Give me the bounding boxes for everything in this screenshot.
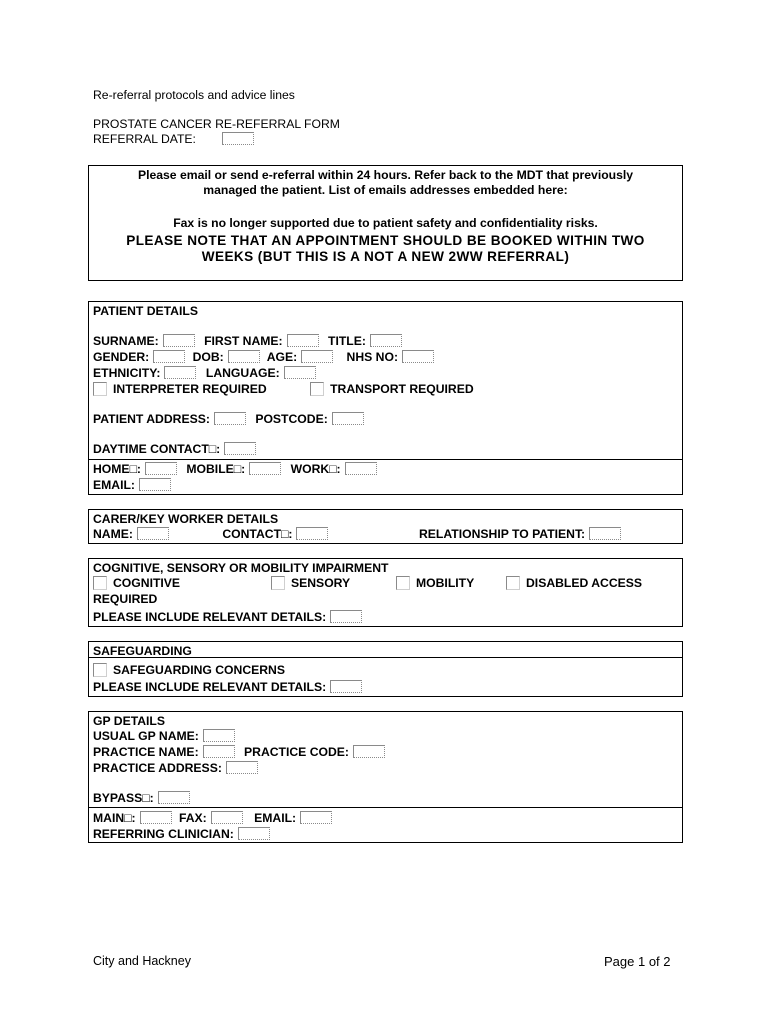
- form-title: PROSTATE CANCER RE-REFERRAL FORM: [93, 117, 340, 131]
- mobility-label: MOBILITY: [416, 576, 475, 590]
- gender-label: GENDER:: [93, 350, 150, 364]
- referring-clinician-field[interactable]: [238, 827, 270, 840]
- disabled-access-option: [506, 576, 642, 590]
- impairment-details-row: [93, 610, 366, 624]
- gp-fax-field[interactable]: [211, 811, 243, 824]
- mobility-option: [396, 576, 474, 590]
- gender-field[interactable]: [153, 350, 185, 363]
- practice-code-field[interactable]: [353, 745, 385, 758]
- bypass-label: BYPASS□:: [93, 791, 154, 805]
- relationship-row: [419, 527, 625, 541]
- patient-address-row: [93, 412, 368, 426]
- patient-address-field[interactable]: [214, 412, 246, 425]
- interpreter-label: INTERPRETER REQUIRED: [113, 382, 267, 396]
- patient-requirements-row: [93, 382, 474, 396]
- referring-clinician-label: REFERRING CLINICIAN:: [93, 827, 234, 841]
- practice-name-label: PRACTICE NAME:: [93, 745, 199, 759]
- safeguarding-concerns-row: [93, 663, 285, 677]
- mobile-field[interactable]: [249, 462, 281, 475]
- dob-label: DOB:: [192, 350, 224, 364]
- patient-details-box: [88, 301, 683, 460]
- required-label: REQUIRED: [93, 592, 158, 606]
- cognitive-label: COGNITIVE: [113, 576, 181, 590]
- carer-contact-field[interactable]: [296, 527, 328, 540]
- referral-date-field[interactable]: [222, 132, 254, 145]
- ethnicity-label: ETHNICITY:: [93, 366, 161, 380]
- patient-address-label: PATIENT ADDRESS:: [93, 412, 210, 426]
- referring-clinician-row: [93, 827, 274, 841]
- gp-contact-row: [93, 811, 336, 825]
- daytime-contact-label: DAYTIME CONTACT□:: [93, 442, 221, 456]
- safeguarding-details-label: PLEASE INCLUDE RELEVANT DETAILS:: [93, 680, 327, 694]
- gp-email-label: EMAIL:: [254, 811, 297, 825]
- notice-line-1: Please email or send e-referral within 24 hours. Refer back to the MDT that previously: [137, 168, 634, 182]
- safeguarding-heading: SAFEGUARDING: [93, 644, 192, 658]
- usual-gp-label: USUAL GP NAME:: [93, 729, 199, 743]
- safeguarding-checkbox[interactable]: [93, 663, 107, 677]
- practice-code-label: PRACTICE CODE:: [244, 745, 349, 759]
- impairment-details-field[interactable]: [330, 610, 362, 623]
- ethnicity-field[interactable]: [164, 366, 196, 379]
- carer-contact-label: CONTACT□:: [222, 527, 293, 541]
- notice-line-2: managed the patient. List of emails addresses embedded here:: [203, 183, 568, 197]
- fax-notice: Fax is no longer supported due to patient safety and confidentiality risks.: [173, 216, 598, 230]
- safeguarding-details-row: [93, 680, 366, 694]
- gp-fax-label: FAX:: [178, 811, 207, 825]
- first-name-field[interactable]: [287, 334, 319, 347]
- carer-heading: CARER/KEY WORKER DETAILS: [93, 512, 279, 526]
- first-name-label: FIRST NAME:: [204, 334, 283, 348]
- impairment-heading: COGNITIVE, SENSORY OR MOBILITY IMPAIRMENT: [93, 561, 389, 575]
- carer-row: [93, 527, 332, 541]
- work-field[interactable]: [345, 462, 377, 475]
- safeguarding-concerns-label: SAFEGUARDING CONCERNS: [113, 663, 285, 677]
- patient-ethnicity-row: [93, 366, 320, 380]
- gp-email-field[interactable]: [300, 811, 332, 824]
- patient-email-row: [93, 478, 175, 492]
- email-field[interactable]: [139, 478, 171, 491]
- carer-name-field[interactable]: [137, 527, 169, 540]
- practice-address-label: PRACTICE ADDRESS:: [93, 761, 222, 775]
- patient-details-heading: PATIENT DETAILS: [93, 304, 198, 318]
- document-title: Re-referral protocols and advice lines: [93, 88, 295, 102]
- postcode-label: POSTCODE:: [255, 412, 328, 426]
- main-field[interactable]: [140, 811, 172, 824]
- nhs-no-field[interactable]: [402, 350, 434, 363]
- carer-name-label: NAME:: [93, 527, 133, 541]
- age-label: AGE:: [266, 350, 298, 364]
- age-field[interactable]: [301, 350, 333, 363]
- patient-name-row: [93, 334, 406, 348]
- practice-name-field[interactable]: [203, 745, 235, 758]
- daytime-contact-field[interactable]: [224, 442, 256, 455]
- cognitive-checkbox[interactable]: [93, 576, 107, 590]
- footer-organisation: City and Hackney: [93, 954, 191, 968]
- sensory-checkbox[interactable]: [271, 576, 285, 590]
- disabled-access-label: DISABLED ACCESS: [526, 576, 643, 590]
- bypass-row: [93, 791, 194, 805]
- home-field[interactable]: [145, 462, 177, 475]
- page-number: Page 1 of 2: [604, 954, 671, 969]
- referral-date-row: [93, 132, 258, 146]
- warning-line-2: WEEKS (BUT THIS IS A NOT A NEW 2WW REFERRAL): [201, 249, 570, 264]
- impairment-options-row: [93, 576, 180, 590]
- work-label: WORK□:: [290, 462, 341, 476]
- mobile-label: MOBILE□:: [186, 462, 246, 476]
- relationship-label: RELATIONSHIP TO PATIENT:: [419, 527, 586, 541]
- language-label: LANGUAGE:: [205, 366, 280, 380]
- interpreter-checkbox[interactable]: [93, 382, 107, 396]
- sensory-option: [271, 576, 350, 590]
- referral-date-label: REFERRAL DATE:: [93, 132, 196, 146]
- transport-checkbox[interactable]: [310, 382, 324, 396]
- language-field[interactable]: [284, 366, 316, 379]
- nhs-no-label: NHS NO:: [346, 350, 399, 364]
- relationship-field[interactable]: [589, 527, 621, 540]
- surname-field[interactable]: [163, 334, 195, 347]
- practice-address-field[interactable]: [226, 761, 258, 774]
- impairment-details-label: PLEASE INCLUDE RELEVANT DETAILS:: [93, 610, 327, 624]
- main-label: MAIN□:: [93, 811, 136, 825]
- postcode-field[interactable]: [332, 412, 364, 425]
- usual-gp-field[interactable]: [203, 729, 235, 742]
- safeguarding-details-field[interactable]: [330, 680, 362, 693]
- email-label: EMAIL:: [93, 478, 135, 492]
- daytime-contact-row: [93, 442, 260, 456]
- transport-label: TRANSPORT REQUIRED: [330, 382, 474, 396]
- title-label: TITLE:: [328, 334, 366, 348]
- home-label: HOME□:: [93, 462, 141, 476]
- title-field[interactable]: [370, 334, 402, 347]
- warning-line-1: PLEASE NOTE THAT AN APPOINTMENT SHOULD BE BOOKED WITHIN TWO: [126, 233, 645, 248]
- gp-heading: GP DETAILS: [93, 714, 166, 728]
- disabled-access-checkbox[interactable]: [506, 576, 520, 590]
- usual-gp-row: [93, 729, 239, 743]
- surname-label: SURNAME:: [93, 334, 159, 348]
- mobility-checkbox[interactable]: [396, 576, 410, 590]
- practice-address-row: [93, 761, 262, 775]
- patient-demographics-row: [93, 350, 438, 364]
- dob-field[interactable]: [228, 350, 260, 363]
- patient-phone-row: [93, 462, 381, 476]
- bypass-field[interactable]: [158, 791, 190, 804]
- sensory-label: SENSORY: [291, 576, 351, 590]
- practice-row: [93, 745, 389, 759]
